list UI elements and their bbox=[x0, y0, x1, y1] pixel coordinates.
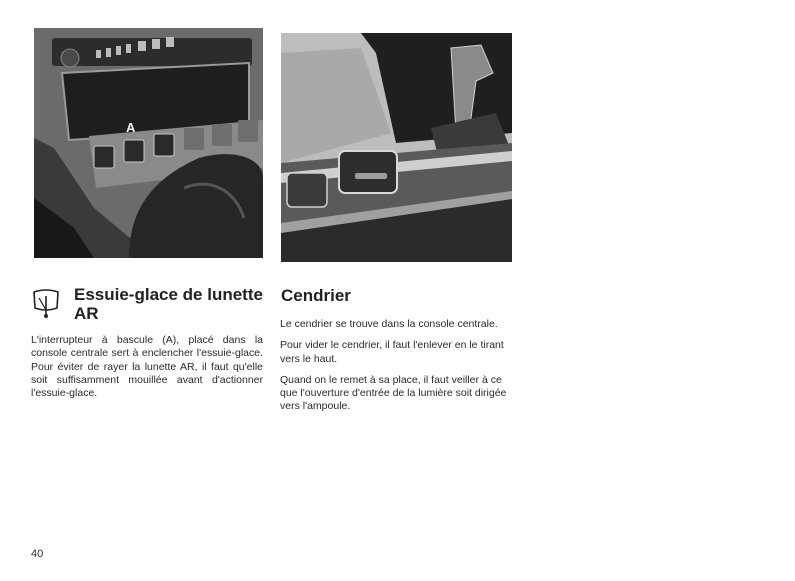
ashtray-paragraph-2: Pour vider le cendrier, il faut l'enlever en le tirant vers le haut. bbox=[280, 339, 504, 365]
switch-label-a: A bbox=[126, 120, 136, 135]
page-number: 40 bbox=[31, 548, 44, 560]
ashtray-photo bbox=[281, 33, 512, 262]
ashtray-paragraph-3: Quand on le remet à sa place, il faut veiller à ce que l'ouverture d'entrée de la lumière soit dirigée vers l'ampoule. bbox=[280, 373, 507, 413]
ashtray-heading: Cendrier bbox=[281, 286, 351, 305]
console-switches-photo bbox=[34, 28, 263, 258]
ashtray-paragraph-1: Le cendrier se trouve dans la console centrale. bbox=[280, 318, 498, 330]
rear-wiper-icon bbox=[31, 286, 61, 320]
ashtray-text bbox=[280, 318, 512, 422]
rear-wiper-paragraph: L'interrupteur à bascule (A), placé dans la console centrale sert à enclencher l'essuie-glace. Pour éviter de rayer la lunette AR, il faut qu'elle soit suffisamment mouillée avant d'actionner l'essuie-glace. bbox=[31, 334, 263, 400]
rear-wiper-heading: Essuie-glace de lunette AR bbox=[74, 285, 263, 323]
